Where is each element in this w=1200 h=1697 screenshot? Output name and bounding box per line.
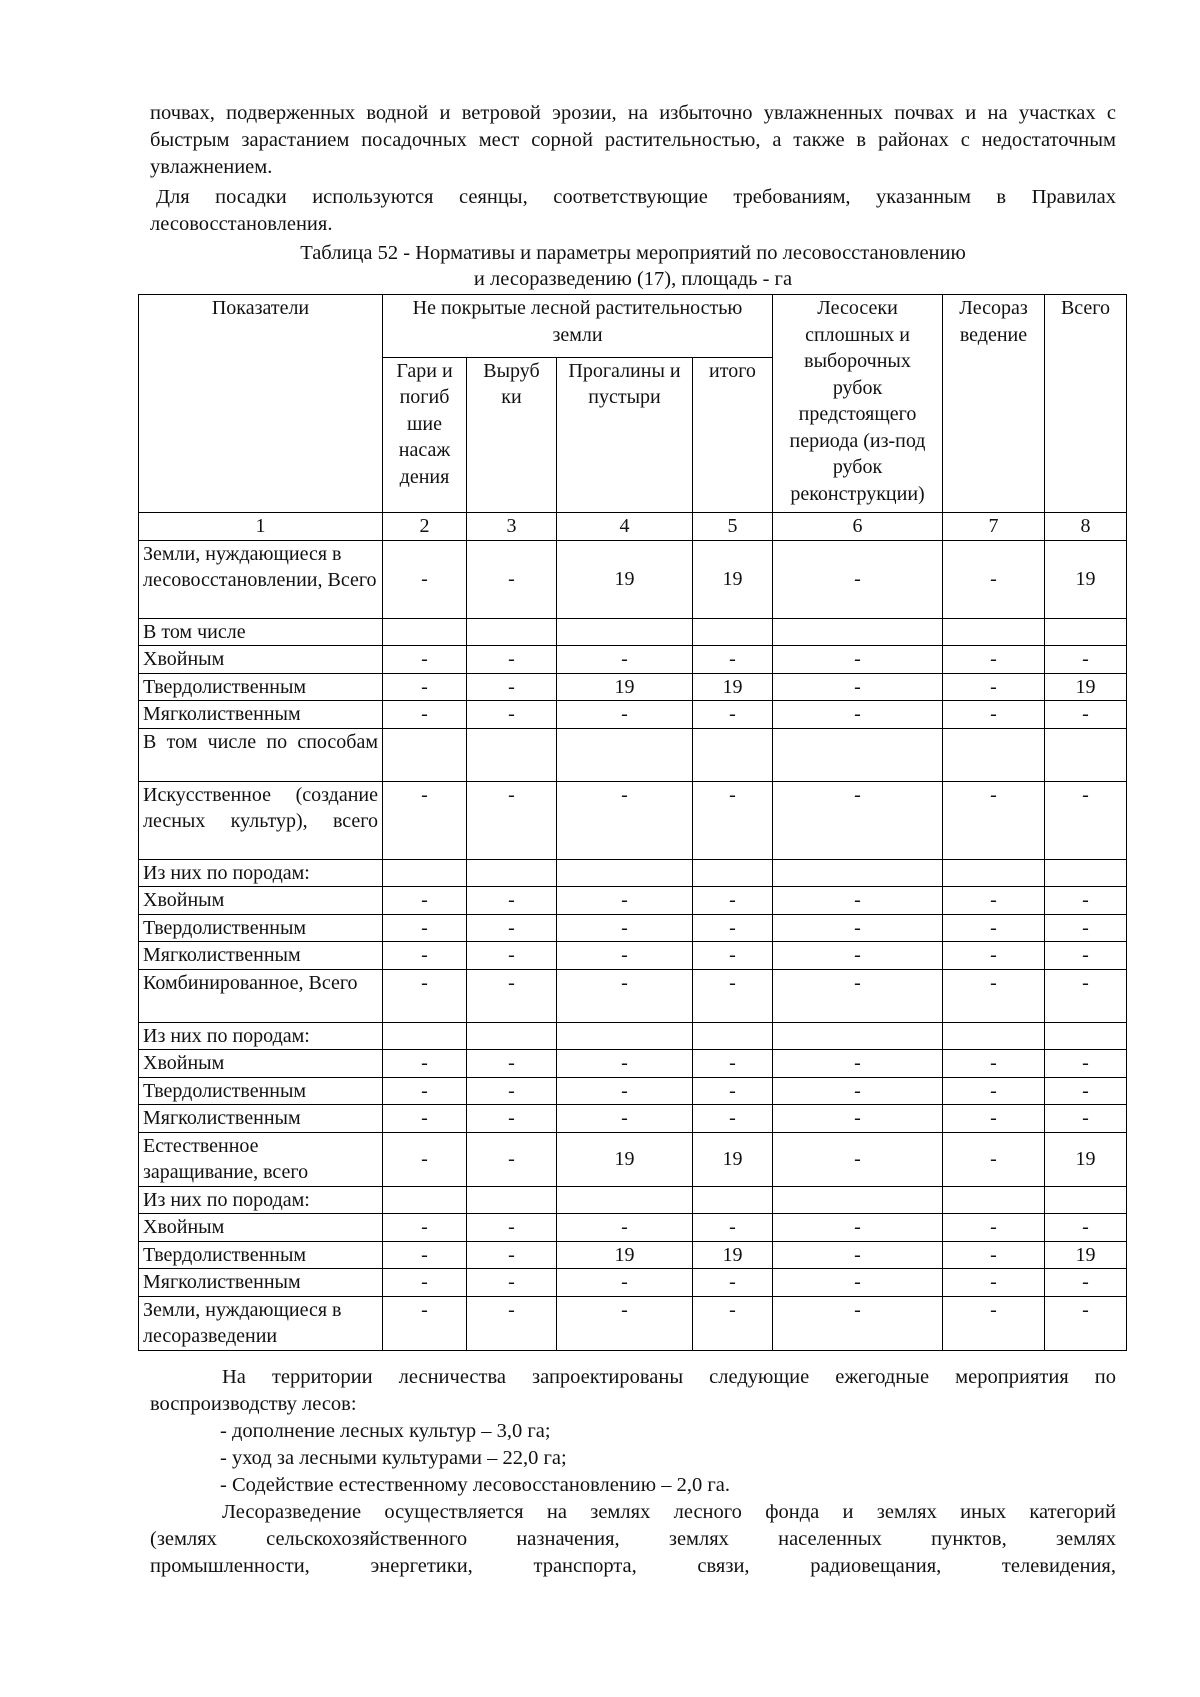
row-label: Твердолиственным (139, 1241, 383, 1269)
row-value (693, 859, 773, 887)
row-label: Хвойным (139, 1050, 383, 1078)
row-value: - (467, 1105, 557, 1133)
table-row (139, 618, 1127, 646)
measure-item: - Содействие естественному лесовосстановлению – 2,0 га. (220, 1474, 730, 1496)
measure-item: - дополнение лесных культур – 3,0 га; (220, 1420, 551, 1442)
row-value: - (383, 781, 467, 859)
row-value: - (943, 887, 1045, 915)
row-value (693, 1022, 773, 1050)
row-value: - (1045, 914, 1127, 942)
row-value: - (557, 646, 693, 674)
row-value (557, 728, 693, 781)
row-value: - (383, 942, 467, 970)
row-label: Из них по породам: (139, 859, 383, 887)
column-number: 7 (943, 513, 1045, 541)
row-value: - (943, 1050, 1045, 1078)
row-value: - (1045, 1105, 1127, 1133)
row-label: Из них по породам: (139, 1186, 383, 1214)
row-value: - (693, 701, 773, 729)
row-value: - (557, 887, 693, 915)
row-value: - (1045, 969, 1127, 1022)
row-label: Мягколиственным (139, 701, 383, 729)
row-value: - (943, 914, 1045, 942)
row-label: Мягколиственным (139, 1105, 383, 1133)
row-value: - (773, 942, 943, 970)
header-logging: Лесосеки сплошных и выборочных рубок предстоящего периода (из-под рубок реконструкции) (773, 295, 943, 513)
row-value (1045, 859, 1127, 887)
row-value: 19 (1045, 1132, 1127, 1186)
row-value: - (943, 1296, 1045, 1350)
table-row (139, 887, 1127, 915)
row-value (383, 859, 467, 887)
row-value: - (773, 781, 943, 859)
row-value: - (557, 701, 693, 729)
row-value: - (773, 1296, 943, 1350)
row-value (773, 1022, 943, 1050)
row-value: - (383, 646, 467, 674)
row-value: - (557, 781, 693, 859)
row-value: - (383, 540, 467, 618)
row-label: Мягколиственным (139, 1269, 383, 1297)
table-row (139, 728, 1127, 781)
row-value: - (467, 1214, 557, 1242)
table-row (139, 969, 1127, 1022)
column-number: 8 (1045, 513, 1127, 541)
row-value: - (557, 1296, 693, 1350)
row-value: - (1045, 1077, 1127, 1105)
row-value: - (693, 887, 773, 915)
row-value: - (773, 540, 943, 618)
row-value (557, 1022, 693, 1050)
header-subtotal: итого (693, 357, 773, 512)
row-value: - (1045, 1296, 1127, 1350)
row-value: - (773, 1077, 943, 1105)
table-row (139, 701, 1127, 729)
row-value: - (383, 969, 467, 1022)
row-value: - (557, 914, 693, 942)
row-value (943, 728, 1045, 781)
intro-paragraph-2: Для посадки используются сеянцы, соответствующие требованиям, указанным в Правилах лесовосстановления. (150, 186, 1116, 235)
row-value: - (943, 1132, 1045, 1186)
table-row (139, 859, 1127, 887)
table-row (139, 1105, 1127, 1133)
row-label: Хвойным (139, 887, 383, 915)
row-value: - (943, 1241, 1045, 1269)
row-value: - (383, 1050, 467, 1078)
row-value: 19 (1045, 540, 1127, 618)
row-value: - (693, 646, 773, 674)
header-burned: Гари и погиб шие насаж дения (383, 357, 467, 512)
row-value: - (1045, 781, 1127, 859)
row-value: - (467, 673, 557, 701)
afforestation-line: промышленности, энергетики, транспорта, связи, радиовещания, телевидения, (150, 1555, 1116, 1577)
row-value (1045, 728, 1127, 781)
row-value: - (383, 1296, 467, 1350)
row-value: - (383, 914, 467, 942)
row-value (467, 728, 557, 781)
row-value: - (467, 1050, 557, 1078)
table-row (139, 942, 1127, 970)
row-value: 19 (557, 1132, 693, 1186)
table-caption-line-1: Таблица 52 - Нормативы и параметры мероприятий по лесовосстановлению (300, 242, 966, 264)
table-row (139, 1050, 1127, 1078)
table-row (139, 1214, 1127, 1242)
row-value (773, 1186, 943, 1214)
row-label: В том числе по способам (139, 728, 383, 781)
row-value: 19 (693, 1132, 773, 1186)
table-caption-line-2: и лесоразведению (17), площадь - га (473, 268, 793, 290)
row-value: - (557, 1214, 693, 1242)
table-row (139, 1132, 1127, 1186)
row-value: - (773, 1241, 943, 1269)
row-value: - (467, 1296, 557, 1350)
row-value (1045, 1186, 1127, 1214)
header-cuttings: Выруб ки (467, 357, 557, 512)
row-value: - (693, 914, 773, 942)
row-value: - (467, 1132, 557, 1186)
row-value (943, 859, 1045, 887)
row-label: Твердолиственным (139, 914, 383, 942)
table-row (139, 1022, 1127, 1050)
row-value (773, 618, 943, 646)
row-label: Искусственное (создание лесных культур), всего (139, 781, 383, 859)
header-afforestation: Лесораз ведение (943, 295, 1045, 513)
row-value (467, 859, 557, 887)
row-value: - (693, 1269, 773, 1297)
row-value: - (383, 1214, 467, 1242)
row-value: - (557, 1077, 693, 1105)
row-label: Естественное заращивание, всего (139, 1132, 383, 1186)
table-caption (150, 240, 1116, 292)
row-value (467, 1022, 557, 1050)
row-value (467, 1186, 557, 1214)
row-value: - (467, 1269, 557, 1297)
row-label: Хвойным (139, 1214, 383, 1242)
table-row (139, 1296, 1127, 1350)
row-value: - (943, 969, 1045, 1022)
afforestation-paragraph (150, 1499, 1116, 1580)
table-row (139, 781, 1127, 859)
row-value (557, 859, 693, 887)
row-value: - (943, 1214, 1045, 1242)
row-value: 19 (693, 1241, 773, 1269)
column-number: 6 (773, 513, 943, 541)
row-value (943, 618, 1045, 646)
row-value (693, 618, 773, 646)
row-label: Твердолиственным (139, 673, 383, 701)
row-value (383, 1022, 467, 1050)
row-value: - (383, 701, 467, 729)
row-value: - (1045, 1269, 1127, 1297)
row-label: Из них по породам: (139, 1022, 383, 1050)
row-value: - (383, 1077, 467, 1105)
row-value: - (467, 969, 557, 1022)
row-value: - (1045, 646, 1127, 674)
measures-table (138, 294, 1127, 1351)
row-value: - (1045, 1214, 1127, 1242)
table-row (139, 1077, 1127, 1105)
row-value (467, 618, 557, 646)
row-value: - (1045, 887, 1127, 915)
row-value: - (383, 1241, 467, 1269)
row-value: - (1045, 942, 1127, 970)
row-value: - (773, 1105, 943, 1133)
row-value (1045, 618, 1127, 646)
row-value: - (943, 540, 1045, 618)
row-value: - (467, 1077, 557, 1105)
row-value: 19 (693, 540, 773, 618)
column-number: 5 (693, 513, 773, 541)
row-value: 19 (1045, 1241, 1127, 1269)
row-label: Земли, нуждающиеся в лесоразведении (139, 1296, 383, 1350)
row-value: 19 (557, 540, 693, 618)
table-column-numbers-row (139, 513, 1127, 541)
row-value (557, 618, 693, 646)
table-row (139, 540, 1127, 618)
row-value: - (467, 701, 557, 729)
row-value: - (693, 1050, 773, 1078)
row-value: - (943, 781, 1045, 859)
row-value (943, 1186, 1045, 1214)
row-value: - (557, 1050, 693, 1078)
row-label: Земли, нуждающиеся в лесовосстановлении, Всего (139, 540, 383, 618)
row-value: - (693, 942, 773, 970)
row-value: - (773, 701, 943, 729)
row-value: - (773, 1214, 943, 1242)
row-value: - (693, 969, 773, 1022)
row-value: - (383, 673, 467, 701)
row-value: - (773, 887, 943, 915)
table-header-row-1 (139, 295, 1127, 358)
row-value (693, 728, 773, 781)
row-value: 19 (557, 1241, 693, 1269)
row-value: - (557, 1269, 693, 1297)
row-value: - (773, 969, 943, 1022)
row-value: - (693, 1105, 773, 1133)
row-value (557, 1186, 693, 1214)
row-value: - (943, 1077, 1045, 1105)
row-value: - (773, 914, 943, 942)
table-row (139, 1186, 1127, 1214)
intro-paragraph-1: почвах, подверженных водной и ветровой эрозии, на избыточно увлажненных почвах и на участках с быстрым зарастанием посадочных мест сорной растительностью, а также в районах с недостаточным увлажнением. (150, 102, 1116, 178)
row-value: - (383, 1105, 467, 1133)
row-value: - (383, 1132, 467, 1186)
table-row (139, 673, 1127, 701)
row-value: - (467, 887, 557, 915)
row-value: - (557, 942, 693, 970)
row-value: - (943, 673, 1045, 701)
afforestation-line: Лесоразведение осуществляется на землях лесного фонда и землях иных категорий (222, 1501, 1116, 1523)
row-value: - (383, 887, 467, 915)
row-value (383, 728, 467, 781)
measure-item: - уход за лесными культурами – 22,0 га; (220, 1447, 567, 1469)
row-value: 19 (693, 673, 773, 701)
row-label: Хвойным (139, 646, 383, 674)
row-value: - (1045, 1050, 1127, 1078)
table-row (139, 646, 1127, 674)
row-value (1045, 1022, 1127, 1050)
row-value: - (557, 1105, 693, 1133)
row-value: - (943, 1269, 1045, 1297)
row-value: - (467, 646, 557, 674)
row-value: - (1045, 701, 1127, 729)
column-number: 2 (383, 513, 467, 541)
header-total: Всего (1045, 295, 1127, 513)
row-value: - (693, 1214, 773, 1242)
row-value: - (467, 914, 557, 942)
row-value (693, 1186, 773, 1214)
table-row (139, 1269, 1127, 1297)
row-value: - (943, 646, 1045, 674)
row-value: - (773, 1050, 943, 1078)
row-value (383, 618, 467, 646)
column-number: 3 (467, 513, 557, 541)
row-value: - (557, 969, 693, 1022)
row-value: - (693, 781, 773, 859)
row-value: - (773, 1269, 943, 1297)
row-value: - (943, 1105, 1045, 1133)
row-value (943, 1022, 1045, 1050)
row-value: - (773, 1132, 943, 1186)
row-value: 19 (1045, 673, 1127, 701)
row-value: 19 (557, 673, 693, 701)
row-value: - (467, 942, 557, 970)
row-value: - (467, 1241, 557, 1269)
column-number: 4 (557, 513, 693, 541)
row-value (383, 1186, 467, 1214)
row-value: - (383, 1269, 467, 1297)
row-value: - (773, 646, 943, 674)
row-value: - (467, 540, 557, 618)
row-value: - (467, 781, 557, 859)
header-indicators: Показатели (139, 295, 383, 513)
row-value: - (693, 1077, 773, 1105)
table-row (139, 914, 1127, 942)
row-label: Твердолиственным (139, 1077, 383, 1105)
row-value: - (773, 673, 943, 701)
row-value: - (693, 1296, 773, 1350)
table-row (139, 1241, 1127, 1269)
header-glades: Прогалины и пустыри (557, 357, 693, 512)
column-number: 1 (139, 513, 383, 541)
row-label: Мягколиственным (139, 942, 383, 970)
row-value (773, 728, 943, 781)
row-label: Комбинированное, Всего (139, 969, 383, 1022)
row-label: В том числе (139, 618, 383, 646)
row-value: - (943, 942, 1045, 970)
row-value: - (943, 701, 1045, 729)
afforestation-line: (землях сельскохозяйственного назначения, землях населенных пунктов, землях (150, 1528, 1116, 1550)
row-value (773, 859, 943, 887)
header-not-covered: Не покрытые лесной растительностью земли (383, 295, 773, 358)
measures-paragraph: На территории лесничества запроектированы следующие ежегодные мероприятия по воспроизводству лесов: (150, 1366, 1116, 1415)
